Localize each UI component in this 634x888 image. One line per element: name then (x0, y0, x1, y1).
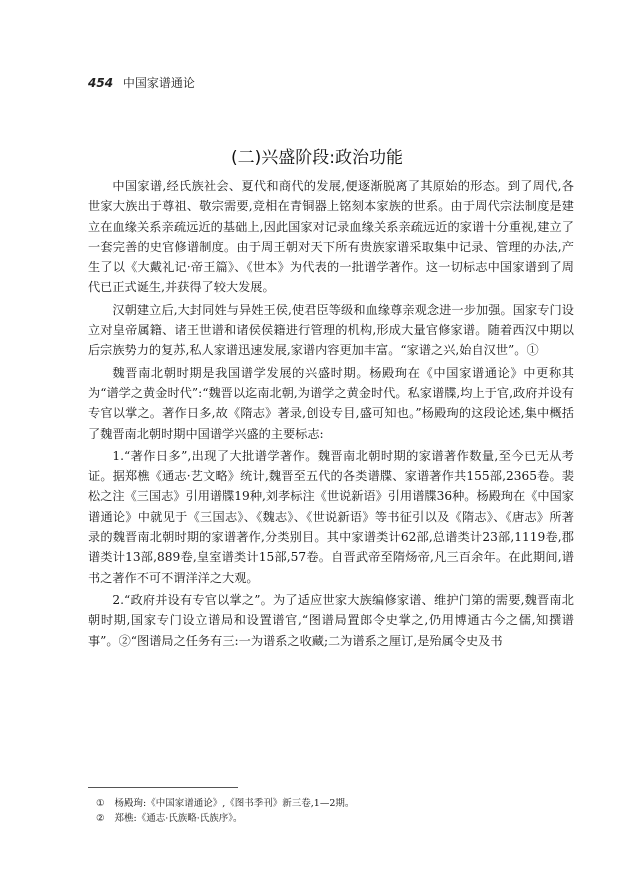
section-title: (二)兴盛阶段:政治功能 (231, 148, 403, 168)
footnote-mark: ② (96, 813, 105, 824)
footnote (88, 796, 574, 811)
footnote-rule (88, 787, 238, 788)
footnote-text: 郑樵:《通志·氏族略·氏族序》。 (114, 813, 243, 824)
paragraph: 1.“著作日多”,出现了大批谱学著作。魏晋南北朝时期的家谱著作数量,至今已无从考证。据郑樵《通志·艺文略》统计,魏晋至五代的各类谱牒、家谱著作共155部,2365卷。裴松之注《三国志》引用谱牒19种,刘孝标注《世说新语》引用谱牒36种。杨殿珣在《中国家谱通论》中就见于《三国志》、《魏志》、《世说新语》等书征引以及《隋志》、《唐志》所著录的魏晋南北朝时期的家谱著作,分类别目。其中家谱类计62部,总谱类计23部,1119卷,郡谱类计13部,889卷,皇室谱类计15部,57卷。自晋武帝至隋炀帝,凡三百余年。在此期间,谱书之著作不可不谓洋洋之大观。 (88, 448, 574, 585)
page-number: 454 (88, 76, 114, 90)
paragraph: 中国家谱,经氏族社会、夏代和商代的发展,便逐渐脱离了其原始的形态。到了周代,各世家大族出于尊祖、敬宗需要,竞相在青铜器上铭刻本家族的世系。由于周代宗法制度是建立在血缘关系亲疏远近的基础上,因此国家对记录血缘关系亲疏远近的家谱十分重视,建立了一套完善的史官修谱制度。由于周王朝对天下所有贵族家谱采取集中记录、管理的办法,产生了以《大戴礼记·帝王篇》、《世本》为代表的一批谱学著作。这一切标志中国家谱到了周代已正式诞生,并获得了较大发展。 (88, 179, 574, 295)
paragraph: 汉朝建立后,大封同姓与异姓王侯,使君臣等级和血缘尊亲观念进一步加强。国家专门设立对皇帝属籍、诸王世谱和诸侯侯籍进行管理的机构,形成大量官修家谱。随着西汉中期以后宗族势力的复苏,私人家谱迅速发展,家谱内容更加丰富。“家谱之兴,始自汉世”。① (88, 302, 574, 358)
running-header (88, 74, 195, 91)
body-text (88, 176, 574, 653)
footnotes (88, 787, 574, 826)
footnote (88, 811, 574, 826)
footnote-mark: ① (96, 798, 105, 809)
footnote-text: 杨殿珣:《中国家谱通论》,《图书季刊》新三卷,1—2期。 (114, 798, 355, 809)
paragraph: 2.“政府并设有专官以掌之”。为了适应世家大族编修家谱、维护门第的需要,魏晋南北朝时期,国家专门设立谱局和设置谱官,“图谱局置郎令史掌之,仍用博通古今之儒,知撰谱事”。②“图谱局之任务有三:一为谱系之收藏;二为谱系之厘订,是殆属令史及书 (88, 592, 574, 648)
book-title: 中国家谱通论 (122, 76, 195, 90)
paragraph: 魏晋南北朝时期是我国谱学发展的兴盛时期。杨殿珣在《中国家谱通论》中更称其为“谱学之黄金时代”:“魏晋以迄南北朝,为谱学之黄金时代。私家谱牒,均上于官,政府并设有专官以掌之。著作日多,故《隋志》著录,创设专目,盛可知也。”杨殿珣的这段论述,集中概括了魏晋南北朝时期中国谱学兴盛的主要标志: (88, 365, 574, 441)
